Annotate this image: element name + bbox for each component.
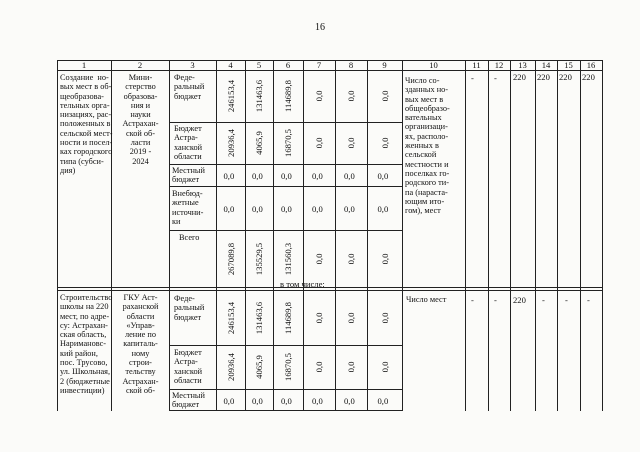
target-value: 220 [513, 295, 526, 305]
grid-line [57, 290, 603, 291]
grid-line [602, 60, 603, 411]
grid-line [488, 60, 489, 411]
funding-amount: 246153,4 [225, 301, 236, 334]
funding-amount: 114689,8 [283, 80, 293, 112]
target-value: - [565, 295, 568, 305]
funding-source: Феде- ральный бюджет [174, 294, 205, 322]
funding-amount: 4065,9 [254, 131, 264, 155]
funding-amount: 0,0 [379, 137, 390, 149]
funding-amount: 114689,8 [283, 301, 293, 334]
grid-line [216, 60, 217, 411]
column-header: 15 [564, 60, 573, 70]
funding-amount: 0,0 [377, 395, 389, 406]
funding-amount: 0,0 [314, 90, 324, 102]
funding-amount: 0,0 [314, 312, 324, 323]
funding-amount: 0,0 [312, 171, 323, 181]
column-header: 13 [518, 60, 527, 70]
grid-line [57, 287, 603, 288]
funding-source: Бюджет Астра- ханской области [174, 348, 203, 385]
funding-source: Бюджет Астра- ханской области [174, 124, 203, 161]
grid-line [169, 230, 402, 231]
funding-source: Всего [179, 233, 200, 242]
funding-amount: 0,0 [344, 204, 355, 214]
grid-line [335, 60, 336, 411]
target-value: 220 [559, 72, 572, 82]
column-header: 11 [472, 60, 481, 70]
target-value: - [587, 295, 590, 305]
column-header: 1 [81, 60, 87, 70]
grid-line [169, 60, 170, 411]
grid-line [169, 345, 402, 346]
funding-amount: 131463,6 [254, 79, 264, 113]
funding-amount: 0,0 [281, 204, 292, 214]
target-value: 220 [537, 72, 550, 82]
funding-amount: 0,0 [346, 253, 356, 264]
event-name: Строительство школы на 220 мест, по адре- су: Астрахан- ская область, Наримановс- кий район, пос. Трусово, ул. Школьная, 2 (бюджетные инвестиции) [60, 293, 113, 395]
column-header: 3 [190, 60, 195, 70]
funding-amount: 20936,4 [225, 353, 236, 381]
funding-amount: 16870,5 [283, 129, 293, 157]
page-number: 16 [315, 22, 325, 33]
funding-amount: 0,0 [379, 253, 390, 264]
grid-line [402, 60, 403, 411]
indicator-name: Число со- зданных но- вых мест в общеобразо- вательных организаци- ях, располо- женных в сельской местности и поселках го- родского ти- па (нараста- ющим ито- гом), мест [405, 76, 450, 216]
grid-line [169, 186, 402, 187]
column-header: 14 [541, 60, 551, 70]
target-value: 220 [582, 72, 595, 82]
executor: Мини- стерство образова- ния и науки Астрахан- ской об- ласти 2019 - 2024 [122, 73, 159, 166]
event-name: Создание но- вых мест в об- щеобразова- тельных орга- низациях, рас- положенных в сельской мест- ности и посел- ках городского типа (субси- дия) [60, 73, 113, 175]
funding-amount: 0,0 [346, 361, 356, 373]
target-value: - [471, 295, 474, 305]
grid-line [245, 60, 246, 411]
column-header: 6 [285, 60, 291, 70]
subtotal-caption: в том числе: [280, 279, 325, 289]
column-header: 10 [429, 60, 438, 70]
funding-amount: 0,0 [281, 395, 292, 406]
grid-line [57, 60, 58, 411]
grid-line [535, 60, 536, 411]
grid-line [510, 60, 511, 411]
target-value: - [542, 295, 545, 305]
column-header: 8 [348, 60, 354, 70]
funding-amount: 20936,4 [225, 129, 236, 157]
grid-line [580, 60, 581, 411]
funding-amount: 0,0 [312, 395, 323, 406]
funding-amount: 16870,5 [283, 353, 293, 381]
column-header: 5 [256, 60, 262, 70]
target-value: - [494, 295, 497, 305]
funding-amount: 0,0 [252, 171, 263, 181]
program-table [57, 60, 603, 411]
executor: ГКУ Аст- раханской области «Управ- ление по капиталь- ному строи- тельству Астрахан- ской об- [122, 293, 159, 395]
funding-source: Местный бюджет [172, 166, 205, 185]
funding-amount: 131560,3 [283, 242, 293, 275]
funding-amount: 246153,4 [225, 79, 236, 113]
column-header: 9 [382, 60, 387, 70]
grid-line [169, 164, 402, 165]
funding-amount: 131463,6 [254, 301, 264, 334]
target-value: 220 [513, 72, 526, 82]
funding-amount: 0,0 [252, 395, 263, 406]
funding-amount: 0,0 [344, 171, 355, 181]
funding-amount: 0,0 [312, 204, 323, 214]
target-value: - [494, 73, 497, 83]
grid-line [169, 410, 402, 411]
funding-amount: 0,0 [223, 204, 235, 214]
funding-amount: 0,0 [377, 171, 389, 181]
column-header: 4 [228, 60, 233, 70]
funding-amount: 0,0 [379, 90, 390, 102]
funding-amount: 0,0 [344, 395, 355, 406]
funding-amount: 0,0 [346, 137, 356, 149]
funding-source: Внебюд- жетные источни- ки [172, 189, 204, 226]
column-header: 12 [494, 60, 504, 70]
funding-amount: 0,0 [379, 361, 390, 373]
funding-amount: 0,0 [346, 312, 356, 323]
funding-amount: 0,0 [314, 137, 324, 149]
funding-amount: 135529,5 [254, 242, 264, 275]
funding-source: Феде- ральный бюджет [174, 73, 205, 101]
funding-amount: 0,0 [223, 395, 235, 406]
grid-line [303, 60, 304, 411]
target-value: - [471, 73, 474, 83]
column-header: 16 [586, 60, 596, 70]
grid-line [273, 60, 274, 411]
funding-amount: 0,0 [346, 90, 356, 102]
grid-line [57, 70, 603, 71]
funding-amount: 0,0 [252, 204, 263, 214]
funding-amount: 267089,8 [225, 242, 236, 275]
funding-source: Местный бюджет [172, 391, 205, 410]
funding-amount: 0,0 [314, 361, 324, 373]
column-header: 7 [316, 60, 322, 70]
funding-amount: 0,0 [281, 171, 292, 181]
funding-amount: 0,0 [223, 171, 235, 181]
funding-amount: 4065,9 [254, 355, 264, 379]
grid-line [465, 60, 466, 411]
grid-line [169, 389, 402, 390]
grid-line [367, 60, 368, 411]
grid-line [169, 122, 402, 123]
funding-amount: 0,0 [314, 253, 324, 264]
indicator-name: Число мест [406, 295, 447, 304]
grid-line [557, 60, 558, 411]
funding-amount: 0,0 [379, 312, 390, 323]
funding-amount: 0,0 [377, 204, 389, 214]
column-header: 2 [137, 60, 143, 70]
